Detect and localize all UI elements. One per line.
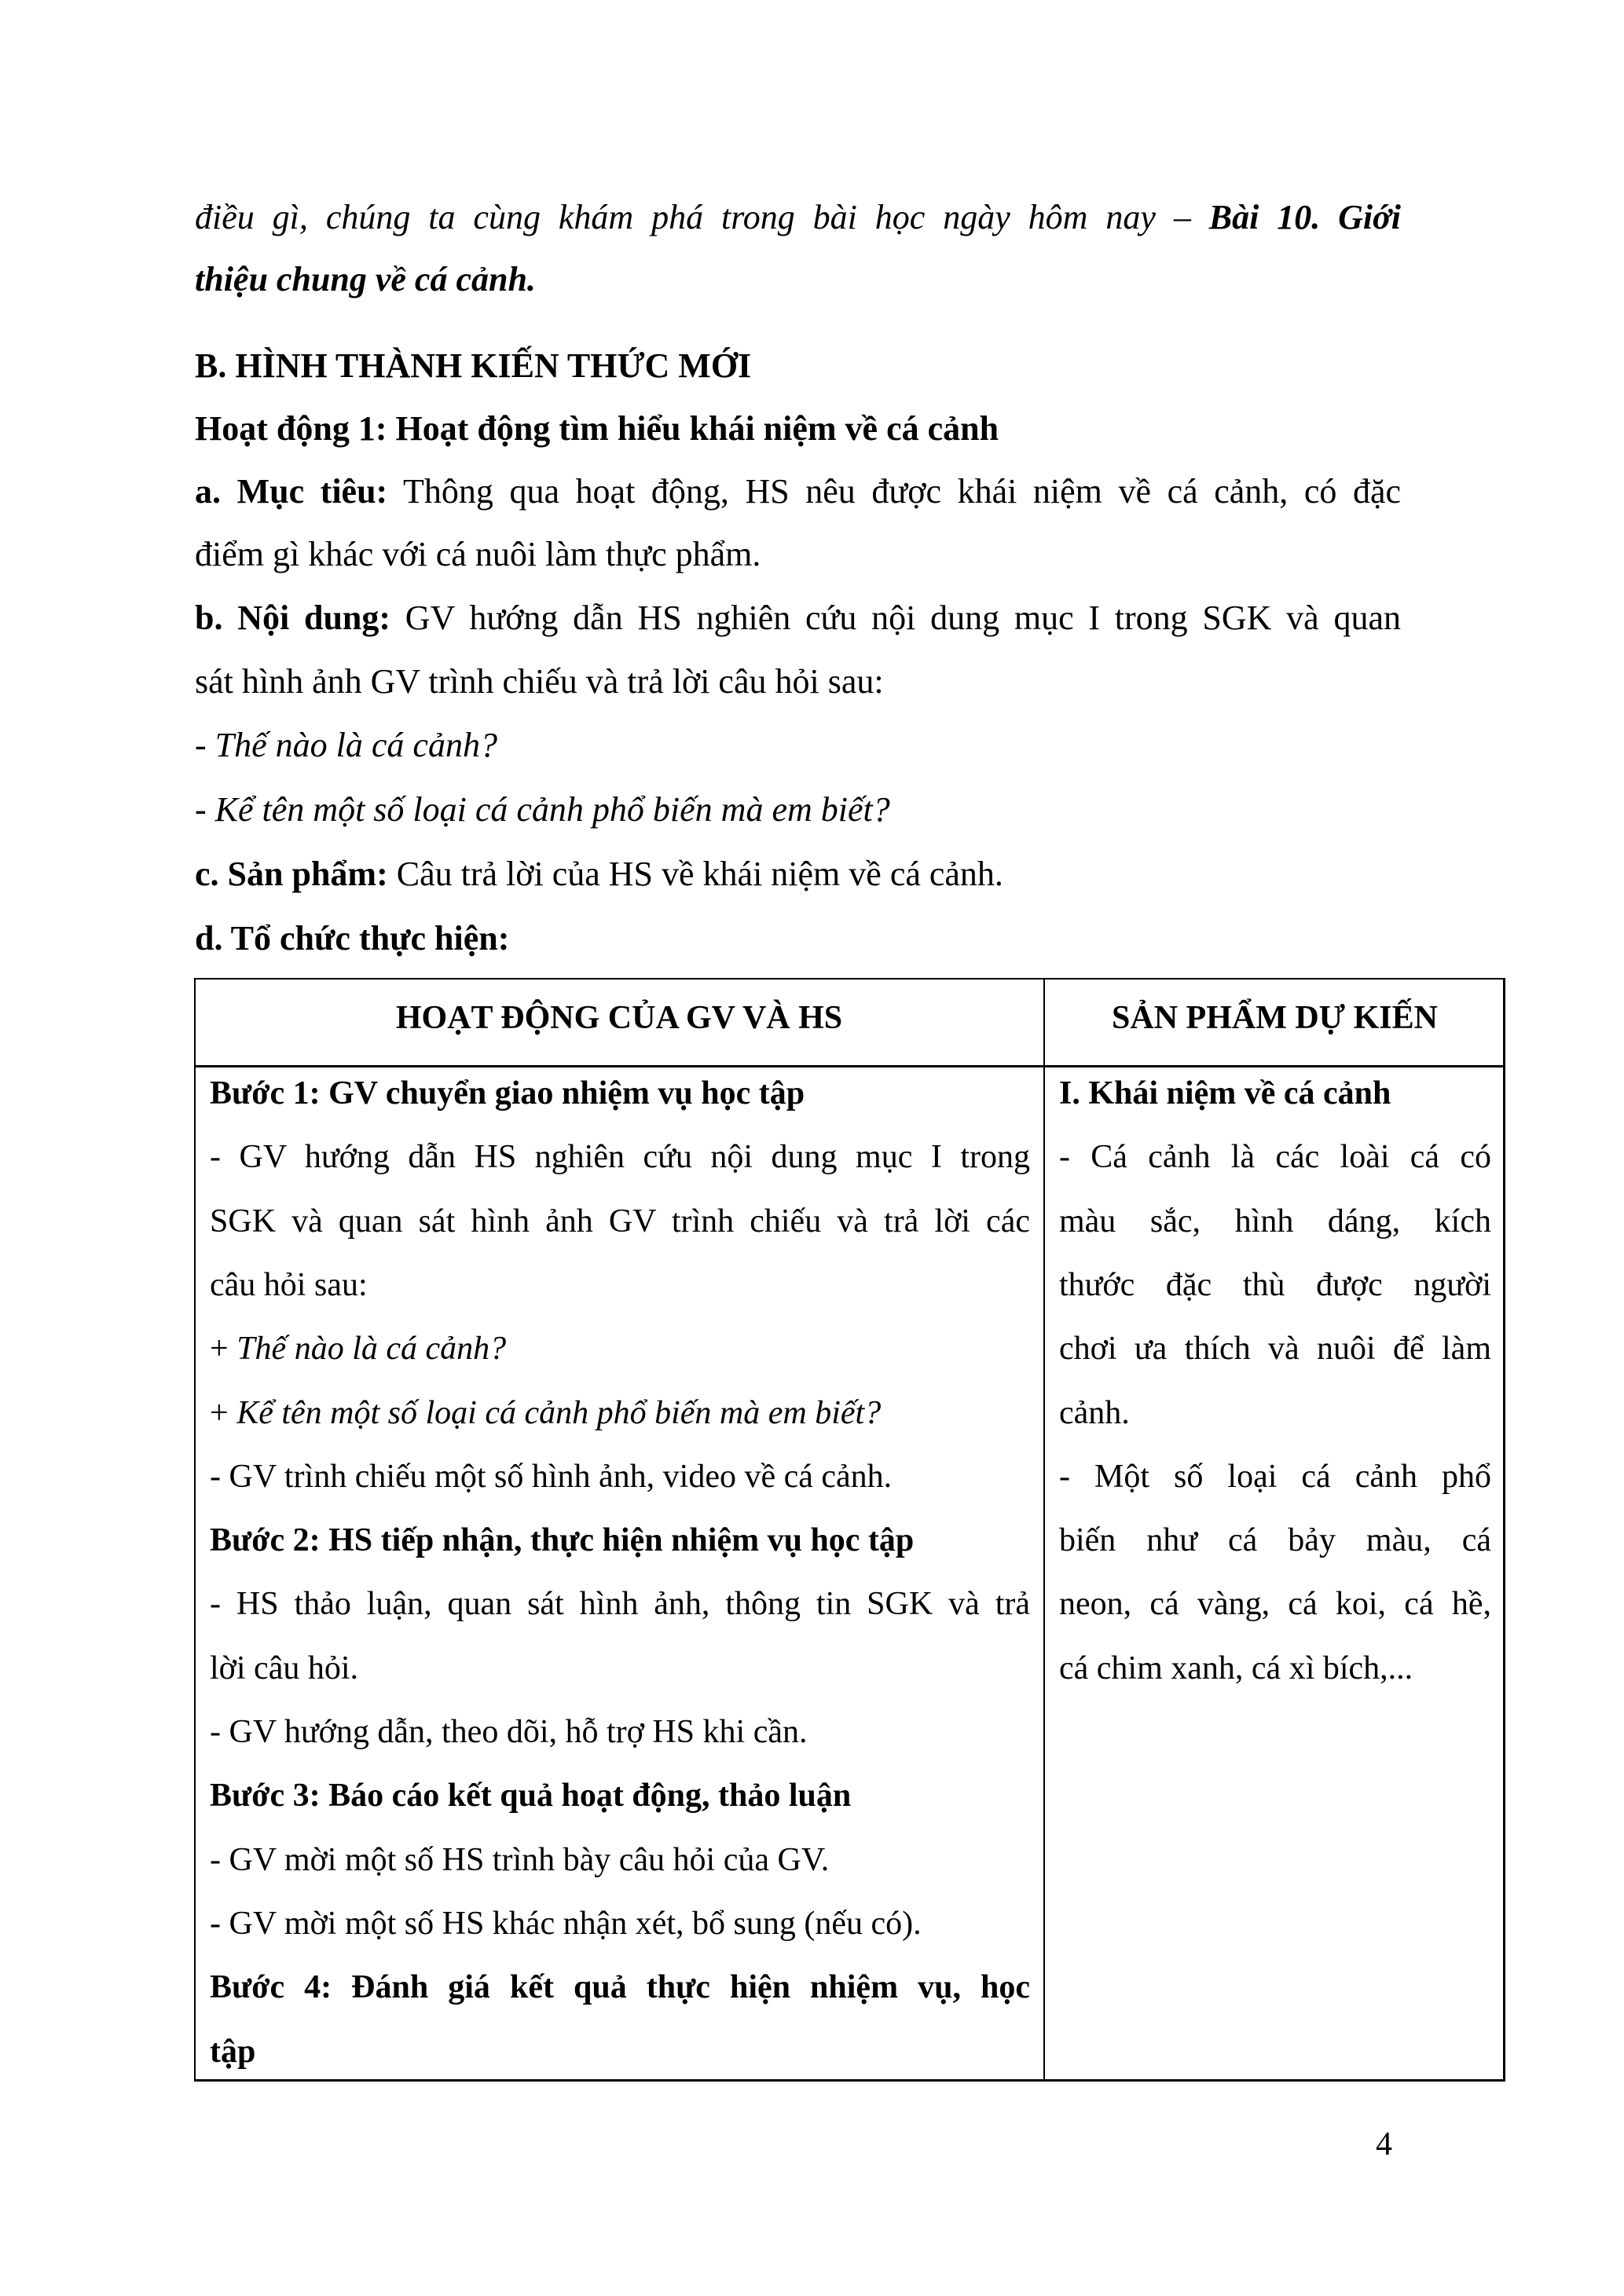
cell-line-text: - GV mời một số HS trình bày câu hỏi của GV. (210, 1841, 830, 1878)
objective-line-1 (195, 474, 1401, 509)
table-cell-line (1059, 1460, 1491, 1493)
table-cell-line (210, 1716, 808, 1749)
table-border-top (194, 978, 1505, 980)
table-cell-line (210, 1205, 1030, 1238)
cell-line-text: I. Khái niệm về cá cảnh (1059, 1075, 1391, 1111)
table-cell-line (210, 1907, 922, 1940)
table-cell-line (210, 1266, 368, 1303)
table-cell-line (210, 1586, 1030, 1623)
cell-line-text: lời câu hỏi. (210, 1650, 358, 1686)
table-header-activities: HOẠT ĐỘNG CỦA GV VÀ HS (395, 1000, 843, 1036)
table-cell-line (210, 1331, 507, 1368)
activity-table (194, 978, 1505, 2082)
table-cell-line (210, 1841, 830, 1878)
table-border-left (194, 978, 196, 2082)
cell-line-text: - HS thảo luận, quan sát hình ảnh, thông tin SGK và trả (210, 1586, 1030, 1623)
cell-line-text: câu hỏi sau: (210, 1266, 368, 1303)
cell-line-text: - GV hướng dẫn HS nghiên cứu nội dung mục I trong (210, 1139, 1030, 1176)
cell-line-text: tập (210, 2033, 256, 2070)
organization-label: d. Tổ chức thực hiện: (195, 919, 510, 958)
table-cell-line (210, 1077, 805, 1110)
table-cell-line (1059, 1266, 1491, 1303)
cell-line-text: - GV mời một số HS khác nhận xét, bổ sung (nếu có). (210, 1905, 922, 1942)
table-cell-line (210, 1141, 1030, 1174)
cell-line-text: chơi ưa thích và nuôi để làm (1059, 1331, 1491, 1368)
intro-line-1 (195, 200, 1401, 235)
cell-line-text: thước đặc thù được người (1059, 1266, 1491, 1303)
table-cell-line (1059, 1331, 1491, 1368)
cell-line-text: màu sắc, hình dáng, kích (1059, 1203, 1491, 1240)
page-number: 4 (1376, 2126, 1392, 2162)
intro-line-2 (195, 262, 536, 297)
activity-title: Hoạt động 1: Hoạt động tìm hiểu khái niệm về cá cảnh (195, 409, 999, 448)
cell-line-text: SGK và quan sát hình ảnh GV trình chiếu và trả lời các (210, 1203, 1030, 1240)
table-cell-line (210, 1394, 882, 1431)
table-cell-line (1059, 1205, 1491, 1238)
question-prefix: - (195, 790, 215, 829)
table-border-right (1503, 978, 1505, 2082)
cell-line-text: Kể tên một số loại cá cảnh phổ biến mà em biết? (236, 1394, 882, 1431)
question-prefix: + (210, 1331, 237, 1368)
cell-line-text: Bước 2: HS tiếp nhận, thực hiện nhiệm vụ học tập (210, 1522, 915, 1559)
content-line-1 (195, 601, 1401, 635)
cell-line-text: - Một số loại cá cảnh phổ (1059, 1458, 1491, 1495)
cell-line-text: cảnh. (1059, 1394, 1130, 1431)
table-cell-line (210, 1652, 358, 1685)
cell-line-text: - GV trình chiếu một số hình ảnh, video về cá cảnh. (210, 1458, 893, 1495)
lesson-title-part2: thiệu chung về cá cảnh. (195, 260, 536, 298)
table-header-expected-product: SẢN PHẨM DỰ KIẾN (1112, 1000, 1438, 1036)
cell-line-text: neon, cá vàng, cá koi, cá hề, (1059, 1586, 1491, 1623)
cell-line-text: Thế nào là cá cảnh? (236, 1331, 507, 1368)
cell-line-text: cá chim xanh, cá xì bích,... (1059, 1650, 1413, 1686)
product-label: c. Sản phẩm: (195, 855, 388, 893)
objective-text: Thông qua hoạt động, HS nêu được khái niệm về cá cảnh, có đặc (387, 472, 1401, 511)
content-question-2 (195, 790, 890, 829)
table-cell-line (1059, 1141, 1491, 1174)
table-cell-line (1059, 1586, 1491, 1623)
table-cell-line (1059, 1394, 1130, 1431)
table-cell-line (1059, 1652, 1413, 1685)
cell-line-text: - GV hướng dẫn, theo dõi, hỗ trợ HS khi cần. (210, 1714, 808, 1750)
cell-line-text: - Cá cảnh là các loài cá có (1059, 1139, 1491, 1176)
section-heading: B. HÌNH THÀNH KIẾN THỨC MỚI (195, 346, 752, 385)
content-line-2: sát hình ảnh GV trình chiếu và trả lời câu hỏi sau: (195, 662, 884, 701)
table-cell-line (210, 1460, 892, 1493)
table-cell-line (210, 1971, 1030, 2004)
cell-line-text: biến như cá bảy màu, cá (1059, 1522, 1491, 1559)
question-text: Thế nào là cá cảnh? (214, 726, 497, 764)
table-border-bottom (194, 2079, 1505, 2082)
table-cell-line (210, 2035, 255, 2068)
table-cell-line (210, 1524, 914, 1557)
question-prefix: - (195, 726, 215, 764)
table-cell-line (210, 1779, 851, 1812)
cell-line-text: Bước 1: GV chuyển giao nhiệm vụ học tập (210, 1075, 805, 1111)
content-text: GV hướng dẫn HS nghiên cứu nội dung mục I trong SGK và quan (390, 599, 1401, 637)
intro-text: điều gì, chúng ta cùng khám phá trong bài học ngày hôm nay – (195, 198, 1209, 236)
objective-label: a. Mục tiêu: (195, 472, 388, 511)
objective-line-2: điểm gì khác với cá nuôi làm thực phẩm. (195, 535, 761, 573)
cell-line-text: Bước 3: Báo cáo kết quả hoạt động, thảo luận (210, 1778, 852, 1814)
table-cell-line (1059, 1524, 1491, 1557)
question-text: Kể tên một số loại cá cảnh phổ biến mà em biết? (214, 790, 890, 829)
table-column-divider (1043, 978, 1045, 2082)
product-text: Câu trả lời của HS về khái niệm về cá cảnh. (387, 855, 1003, 893)
content-question-1 (195, 728, 497, 763)
content-label: b. Nội dung: (195, 599, 391, 637)
table-cell-line (1059, 1077, 1391, 1110)
question-prefix: + (210, 1394, 237, 1431)
cell-line-text: Bước 4: Đánh giá kết quả thực hiện nhiệm vụ, học (210, 1969, 1030, 2006)
product-line (195, 857, 1003, 892)
table-header-divider (194, 1065, 1505, 1067)
lesson-title-part1: Bài 10. Giới (1208, 198, 1401, 236)
